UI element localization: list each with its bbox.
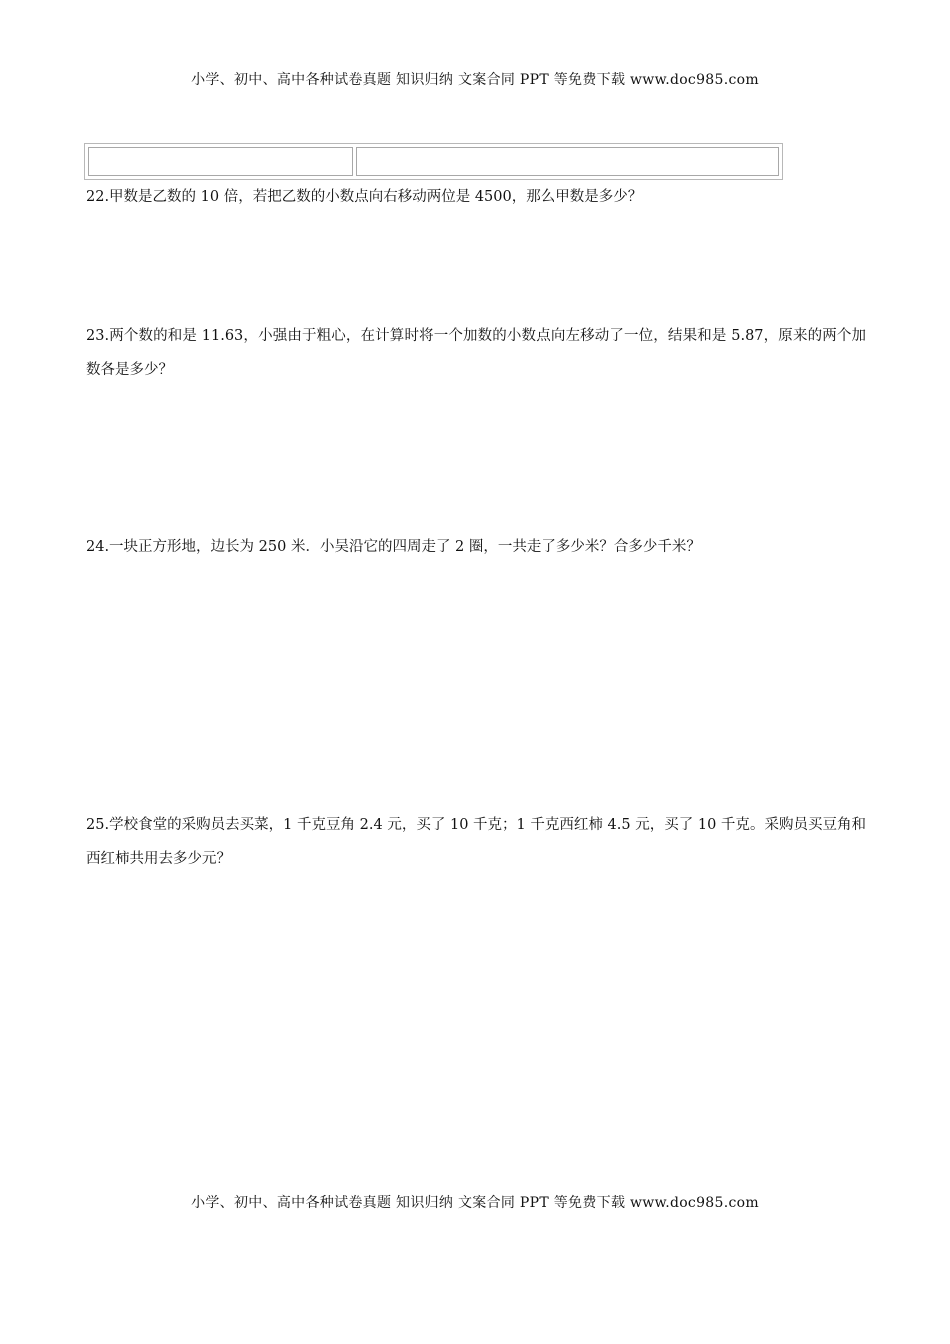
question-22: 22.甲数是乙数的 10 倍，若把乙数的小数点向右移动两位是 4500，那么甲数是多少？	[86, 189, 643, 205]
question-25: 25.学校食堂的采购员去买菜，1 千克豆角 2.4 元，买了 10 千克；1 千克西红柿 4.5 元，买了 10 千克。采购员买豆角和西红柿共用去多少元？	[86, 817, 866, 867]
question-23: 23.两个数的和是 11.63，小强由于粗心，在计算时将一个加数的小数点向左移动了一位，结果和是 5.87，原来的两个加数各是多少？	[86, 328, 866, 378]
answer-table	[84, 143, 783, 180]
answer-cell	[356, 147, 779, 176]
page-footer: 小学、初中、高中各种试卷真题 知识归纳 文案合同 PPT 等免费下载 www.doc985.com	[191, 1195, 759, 1211]
answer-cell	[88, 147, 353, 176]
page-header: 小学、初中、高中各种试卷真题 知识归纳 文案合同 PPT 等免费下载 www.doc985.com	[191, 72, 759, 88]
question-24: 24.一块正方形地，边长为 250 米．小吴沿它的四周走了 2 圈，一共走了多少米？合多少千米？	[86, 539, 701, 555]
